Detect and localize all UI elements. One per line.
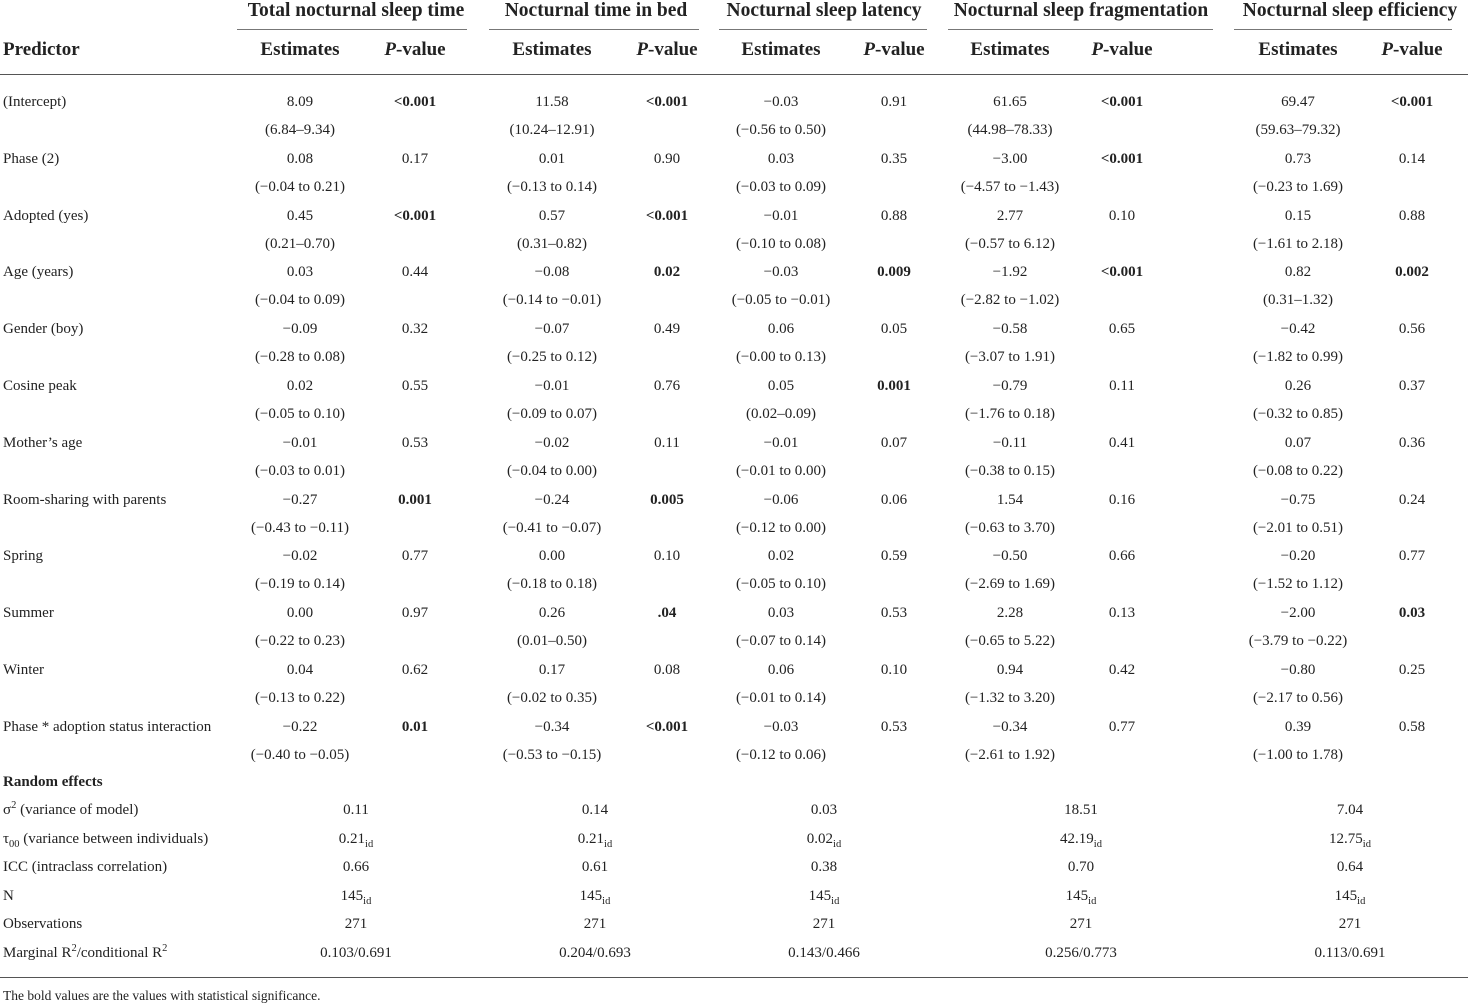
estimate-value: 1.54 — [996, 491, 1024, 508]
p-value: 0.005 — [650, 491, 684, 508]
p-value: 0.002 — [1395, 264, 1429, 281]
estimate-value: 0.82 — [1284, 264, 1312, 281]
p-value: <0.001 — [1100, 94, 1144, 110]
random-effect-value: 0.143/0.466 — [788, 945, 860, 961]
p-value: <0.001 — [645, 207, 689, 224]
confidence-interval: (−0.56 to 0.50) — [735, 122, 827, 138]
estimate-value: 0.73 — [1284, 150, 1312, 167]
confidence-interval: (−1.82 to 0.99) — [1252, 349, 1344, 366]
p-value-header: P-value — [384, 39, 446, 60]
p-value: 0.58 — [1398, 718, 1426, 735]
estimate-value: −0.34 — [992, 718, 1028, 735]
random-effect-value: 0.256/0.773 — [1045, 945, 1117, 961]
p-value: 0.91 — [880, 94, 908, 110]
estimate-value: −0.01 — [282, 434, 318, 451]
estimate-value: 69.47 — [1281, 94, 1315, 110]
confidence-interval: (−1.00 to 1.78) — [1252, 746, 1344, 763]
random-effect-label: $\tau_{00}$ (variance between individuals) — [3, 831, 209, 850]
confidence-interval: (0.21–0.70) — [265, 235, 335, 252]
p-value: 0.01 — [401, 718, 429, 735]
random-effect-value: $145_{id}$ — [340, 888, 372, 907]
confidence-interval: (−0.32 to 0.85) — [1252, 406, 1344, 422]
confidence-interval: (−0.05 to −0.01) — [731, 292, 831, 309]
random-effect-value: 271 — [344, 916, 368, 932]
random-effect-label: Observations — [3, 916, 83, 932]
estimate-value: −0.03 — [763, 264, 799, 281]
confidence-interval: (−2.01 to 0.51) — [1252, 519, 1344, 536]
confidence-interval: (−0.09 to 0.07) — [506, 406, 598, 422]
confidence-interval: (−0.38 to 0.15) — [964, 462, 1056, 479]
confidence-interval: (−0.10 to 0.08) — [735, 235, 827, 252]
confidence-interval: (−0.65 to 5.22) — [964, 633, 1056, 650]
random-effect-value: $145_{id}$ — [579, 888, 611, 907]
estimate-value: −0.42 — [1280, 321, 1316, 338]
confidence-interval: (−2.17 to 0.56) — [1252, 690, 1344, 706]
estimate-value: −0.22 — [282, 718, 318, 735]
estimate-value: 0.15 — [1284, 207, 1312, 224]
p-value: 0.77 — [1108, 718, 1136, 735]
column-group-header: Nocturnal sleep efficiency — [1242, 0, 1458, 21]
p-value: 0.97 — [401, 605, 429, 622]
confidence-interval: (−0.18 to 0.18) — [506, 576, 598, 593]
group-underline — [489, 29, 699, 30]
confidence-interval: (0.02–0.09) — [746, 406, 816, 422]
predictor-label: Gender (boy) — [3, 321, 84, 338]
estimate-value: 0.07 — [1284, 434, 1312, 451]
random-effect-value: 271 — [812, 916, 836, 932]
p-value: 0.10 — [880, 662, 908, 678]
p-value: 0.88 — [1398, 207, 1426, 224]
estimate-value: 0.39 — [1284, 718, 1312, 735]
estimates-header: Estimates — [741, 39, 821, 60]
p-value: 0.24 — [1398, 491, 1426, 508]
p-value: 0.32 — [401, 321, 429, 338]
p-value: 0.42 — [1108, 662, 1136, 678]
predictor-label: Mother’s age — [3, 434, 83, 451]
random-effect-value: 271 — [1338, 916, 1362, 932]
predictor-label: Cosine peak — [3, 378, 77, 394]
random-effect-label: N — [3, 888, 14, 904]
estimate-value: 0.03 — [767, 605, 795, 622]
p-value-header: P-value — [1091, 39, 1153, 60]
confidence-interval: (−0.13 to 0.14) — [506, 178, 598, 195]
random-effect-value: 18.51 — [1064, 802, 1098, 818]
estimate-value: −1.92 — [992, 264, 1028, 281]
p-value: 0.10 — [653, 548, 681, 565]
estimate-value: 0.01 — [538, 150, 566, 167]
random-effect-value: $0.21_{id}$ — [338, 831, 374, 850]
estimate-value: −0.03 — [763, 94, 799, 110]
p-value: 0.13 — [1108, 605, 1136, 622]
estimate-value: −0.08 — [534, 264, 570, 281]
estimate-value: −0.27 — [282, 491, 318, 508]
group-underline — [1234, 29, 1452, 30]
group-underline — [237, 29, 467, 30]
estimate-value: 0.02 — [286, 378, 314, 394]
random-effect-value: $0.21_{id}$ — [577, 831, 613, 850]
estimates-header: Estimates — [260, 39, 340, 60]
confidence-interval: (−2.61 to 1.92) — [964, 746, 1056, 763]
predictor-label: Winter — [3, 662, 45, 678]
confidence-interval: (−0.12 to 0.06) — [735, 746, 827, 763]
predictor-label: Summer — [3, 605, 54, 622]
p-value: 0.11 — [654, 434, 680, 451]
estimate-value: 0.00 — [286, 605, 314, 622]
column-group-header: Nocturnal sleep latency — [726, 0, 922, 21]
p-value: 0.55 — [401, 378, 429, 394]
random-effect-value: 0.38 — [810, 859, 838, 875]
estimate-value: 0.00 — [538, 548, 566, 565]
random-effect-value: $145_{id}$ — [1334, 888, 1366, 907]
p-value: 0.37 — [1398, 378, 1426, 394]
confidence-interval: (−0.12 to 0.00) — [735, 519, 827, 536]
random-effect-label: ICC (intraclass correlation) — [3, 859, 168, 875]
estimate-value: −0.01 — [763, 207, 799, 224]
p-value: 0.65 — [1108, 321, 1136, 338]
p-value: 0.001 — [877, 378, 911, 394]
estimate-value: 0.94 — [996, 662, 1024, 678]
estimate-value: 0.26 — [538, 605, 566, 622]
random-effect-value: 0.61 — [581, 859, 609, 875]
estimate-value: 2.28 — [996, 605, 1024, 622]
random-effect-value: 0.103/0.691 — [320, 945, 392, 961]
p-value: 0.25 — [1398, 662, 1426, 678]
random-effect-value: 0.03 — [810, 802, 838, 818]
confidence-interval: (−4.57 to −1.43) — [960, 178, 1060, 195]
confidence-interval: (−0.05 to 0.10) — [735, 576, 827, 593]
estimate-value: 0.26 — [1284, 378, 1312, 394]
confidence-interval: (−0.04 to 0.09) — [254, 292, 346, 309]
estimate-value: 0.03 — [767, 150, 795, 167]
p-value: 0.66 — [1108, 548, 1136, 565]
p-value-header: P-value — [1381, 39, 1443, 60]
confidence-interval: (−1.52 to 1.12) — [1252, 576, 1344, 593]
p-value-header: P-value — [636, 39, 698, 60]
predictor-label: (Intercept) — [3, 94, 67, 110]
estimate-value: −0.01 — [763, 434, 799, 451]
estimate-value: −0.02 — [282, 548, 318, 565]
confidence-interval: (−0.53 to −0.15) — [502, 746, 602, 763]
random-effect-value: $145_{id}$ — [1065, 888, 1097, 907]
confidence-interval: (−0.05 to 0.10) — [254, 406, 346, 422]
random-effect-value: 0.64 — [1336, 859, 1364, 875]
p-value: <0.001 — [645, 718, 689, 735]
p-value: 0.76 — [653, 378, 681, 394]
estimate-value: −0.01 — [534, 378, 570, 394]
p-value: 0.05 — [880, 321, 908, 338]
p-value: 0.02 — [653, 264, 681, 281]
confidence-interval: (−0.28 to 0.08) — [254, 349, 346, 366]
estimate-value: −0.09 — [282, 321, 318, 338]
p-value: 0.53 — [401, 434, 429, 451]
random-effect-value: $42.19_{id}$ — [1060, 831, 1102, 850]
estimate-value: 0.17 — [538, 662, 566, 678]
estimate-value: −3.00 — [992, 150, 1028, 167]
random-effect-value: 0.113/0.691 — [1314, 945, 1386, 961]
estimate-value: −0.11 — [992, 434, 1028, 451]
confidence-interval: (−0.40 to −0.05) — [250, 746, 350, 763]
confidence-interval: (−0.22 to 0.23) — [254, 633, 346, 650]
estimate-value: 0.03 — [286, 264, 314, 281]
p-value: 0.16 — [1108, 491, 1136, 508]
confidence-interval: (−3.07 to 1.91) — [964, 349, 1056, 366]
p-value: <0.001 — [1100, 150, 1144, 167]
confidence-interval: (−0.13 to 0.22) — [254, 690, 346, 706]
column-group-header: Nocturnal time in bed — [504, 0, 688, 21]
p-value: 0.90 — [653, 150, 681, 167]
p-value: 0.59 — [880, 548, 908, 565]
random-effect-label: Marginal $R^2$/conditional $R^2$ — [3, 943, 168, 961]
confidence-interval: (−0.04 to 0.21) — [254, 178, 346, 195]
predictor-label: Phase (2) — [3, 150, 60, 167]
group-underline — [948, 29, 1213, 30]
p-value: 0.36 — [1398, 434, 1426, 451]
random-effect-value: $145_{id}$ — [808, 888, 840, 907]
confidence-interval: (−0.08 to 0.22) — [1252, 462, 1344, 479]
estimate-value: 8.09 — [286, 94, 314, 110]
p-value: 0.35 — [880, 150, 908, 167]
estimate-value: 0.05 — [767, 378, 795, 394]
p-value: 0.44 — [401, 264, 429, 281]
confidence-interval: (−0.01 to 0.14) — [735, 690, 827, 706]
predictor-header: Predictor — [3, 39, 80, 60]
confidence-interval: (−0.43 to −0.11) — [250, 519, 350, 536]
table-footnote: The bold values are the values with statistical significance. — [3, 988, 321, 1003]
estimates-header: Estimates — [1258, 39, 1338, 60]
confidence-interval: (44.98–78.33) — [967, 122, 1053, 138]
p-value: 0.14 — [1398, 150, 1426, 167]
confidence-interval: (10.24–12.91) — [509, 122, 595, 138]
p-value: 0.17 — [401, 150, 429, 167]
confidence-interval: (0.31–1.32) — [1263, 292, 1333, 309]
estimate-value: −0.20 — [1280, 548, 1316, 565]
estimate-value: −0.24 — [534, 491, 570, 508]
p-value: 0.56 — [1398, 321, 1426, 338]
confidence-interval: (−0.57 to 6.12) — [964, 235, 1056, 252]
estimates-header: Estimates — [512, 39, 592, 60]
predictor-label: Room-sharing with parents — [3, 491, 167, 508]
predictor-label: Age (years) — [3, 264, 74, 281]
confidence-interval: (−1.61 to 2.18) — [1252, 235, 1344, 252]
estimate-value: −0.07 — [534, 321, 570, 338]
estimate-value: 0.04 — [286, 662, 314, 678]
confidence-interval: (−0.25 to 0.12) — [506, 349, 598, 366]
confidence-interval: (−0.03 to 0.09) — [735, 178, 827, 195]
estimate-value: 0.57 — [538, 207, 566, 224]
estimate-value: −0.75 — [1280, 491, 1316, 508]
confidence-interval: (−1.32 to 3.20) — [964, 690, 1056, 706]
group-underline — [719, 29, 927, 30]
column-group-header: Nocturnal sleep fragmentation — [953, 0, 1209, 21]
confidence-interval: (−2.69 to 1.69) — [964, 576, 1056, 593]
p-value: <0.001 — [1390, 94, 1434, 110]
confidence-interval: (−0.07 to 0.14) — [735, 633, 827, 650]
estimate-value: −0.34 — [534, 718, 570, 735]
p-value: 0.03 — [1398, 605, 1426, 622]
random-effect-value: 0.66 — [342, 859, 370, 875]
confidence-interval: (6.84–9.34) — [265, 122, 335, 138]
p-value: 0.07 — [880, 434, 908, 451]
random-effect-value: 0.14 — [581, 802, 609, 818]
p-value: 0.62 — [401, 662, 429, 678]
random-effects-label: Random effects — [3, 774, 103, 790]
random-effect-label: $\sigma^2$ (variance of model) — [3, 800, 139, 818]
confidence-interval: (−0.41 to −0.07) — [502, 519, 602, 536]
predictor-label: Phase * adoption status interaction — [3, 718, 212, 735]
confidence-interval: (−0.14 to −0.01) — [502, 292, 602, 309]
estimate-value: −2.00 — [1280, 605, 1316, 622]
estimate-value: 0.45 — [286, 207, 314, 224]
random-effect-value: 0.70 — [1067, 859, 1095, 875]
estimate-value: −0.79 — [992, 378, 1028, 394]
p-value: 0.41 — [1108, 434, 1136, 451]
p-value: <0.001 — [645, 94, 689, 110]
confidence-interval: (−2.82 to −1.02) — [960, 292, 1060, 309]
p-value: 0.77 — [1398, 548, 1426, 565]
column-group-header: Total nocturnal sleep time — [247, 0, 465, 21]
p-value: 0.06 — [880, 491, 908, 508]
confidence-interval: (−0.04 to 0.00) — [506, 462, 598, 479]
header-rule — [0, 74, 1468, 75]
confidence-interval: (−0.23 to 1.69) — [1252, 178, 1344, 195]
p-value: <0.001 — [393, 94, 437, 110]
confidence-interval: (−0.01 to 0.00) — [735, 462, 827, 479]
p-value: <0.001 — [1100, 264, 1144, 281]
estimate-value: 11.58 — [535, 94, 569, 110]
p-value: 0.08 — [653, 662, 681, 678]
estimate-value: −0.06 — [763, 491, 799, 508]
random-effect-value: 271 — [1069, 916, 1093, 932]
random-effect-value: 7.04 — [1336, 802, 1364, 818]
p-value: 0.53 — [880, 718, 908, 735]
predictor-label: Adopted (yes) — [3, 207, 89, 224]
p-value: 0.77 — [401, 548, 429, 565]
random-effect-value: $0.02_{id}$ — [806, 831, 842, 850]
p-value: <0.001 — [393, 207, 437, 224]
p-value: 0.10 — [1108, 207, 1136, 224]
confidence-interval: (−1.76 to 0.18) — [964, 406, 1056, 422]
table-bottom-rule — [0, 977, 1468, 978]
estimate-value: 0.08 — [286, 150, 314, 167]
p-value: 0.88 — [880, 207, 908, 224]
p-value: 0.49 — [653, 321, 681, 338]
p-value: 0.001 — [398, 491, 432, 508]
confidence-interval: (−0.19 to 0.14) — [254, 576, 346, 593]
confidence-interval: (−0.02 to 0.35) — [506, 690, 598, 706]
estimate-value: −0.50 — [992, 548, 1028, 565]
random-effect-value: 0.11 — [343, 802, 369, 818]
confidence-interval: (−3.79 to −0.22) — [1248, 633, 1348, 650]
estimate-value: 0.06 — [767, 321, 795, 338]
random-effect-value: 0.204/0.693 — [559, 945, 631, 961]
random-effect-value: 271 — [583, 916, 607, 932]
p-value: .04 — [657, 605, 677, 622]
estimate-value: −0.80 — [1280, 662, 1316, 678]
p-value-header: P-value — [863, 39, 925, 60]
estimate-value: 61.65 — [993, 94, 1027, 110]
confidence-interval: (0.31–0.82) — [517, 235, 587, 252]
p-value: 0.11 — [1109, 378, 1135, 394]
estimates-header: Estimates — [970, 39, 1050, 60]
confidence-interval: (0.01–0.50) — [517, 633, 587, 650]
estimate-value: −0.02 — [534, 434, 570, 451]
predictor-label: Spring — [3, 548, 44, 565]
confidence-interval: (59.63–79.32) — [1255, 122, 1341, 138]
estimate-value: 0.06 — [767, 662, 795, 678]
confidence-interval: (−0.63 to 3.70) — [964, 519, 1056, 536]
estimate-value: 0.02 — [767, 548, 795, 565]
confidence-interval: (−0.03 to 0.01) — [254, 462, 346, 479]
estimate-value: −0.03 — [763, 718, 799, 735]
confidence-interval: (−0.00 to 0.13) — [735, 349, 827, 366]
estimate-value: −0.58 — [992, 321, 1028, 338]
estimate-value: 2.77 — [996, 207, 1024, 224]
random-effect-value: $12.75_{id}$ — [1329, 831, 1371, 850]
p-value: 0.009 — [877, 264, 911, 281]
p-value: 0.53 — [880, 605, 908, 622]
